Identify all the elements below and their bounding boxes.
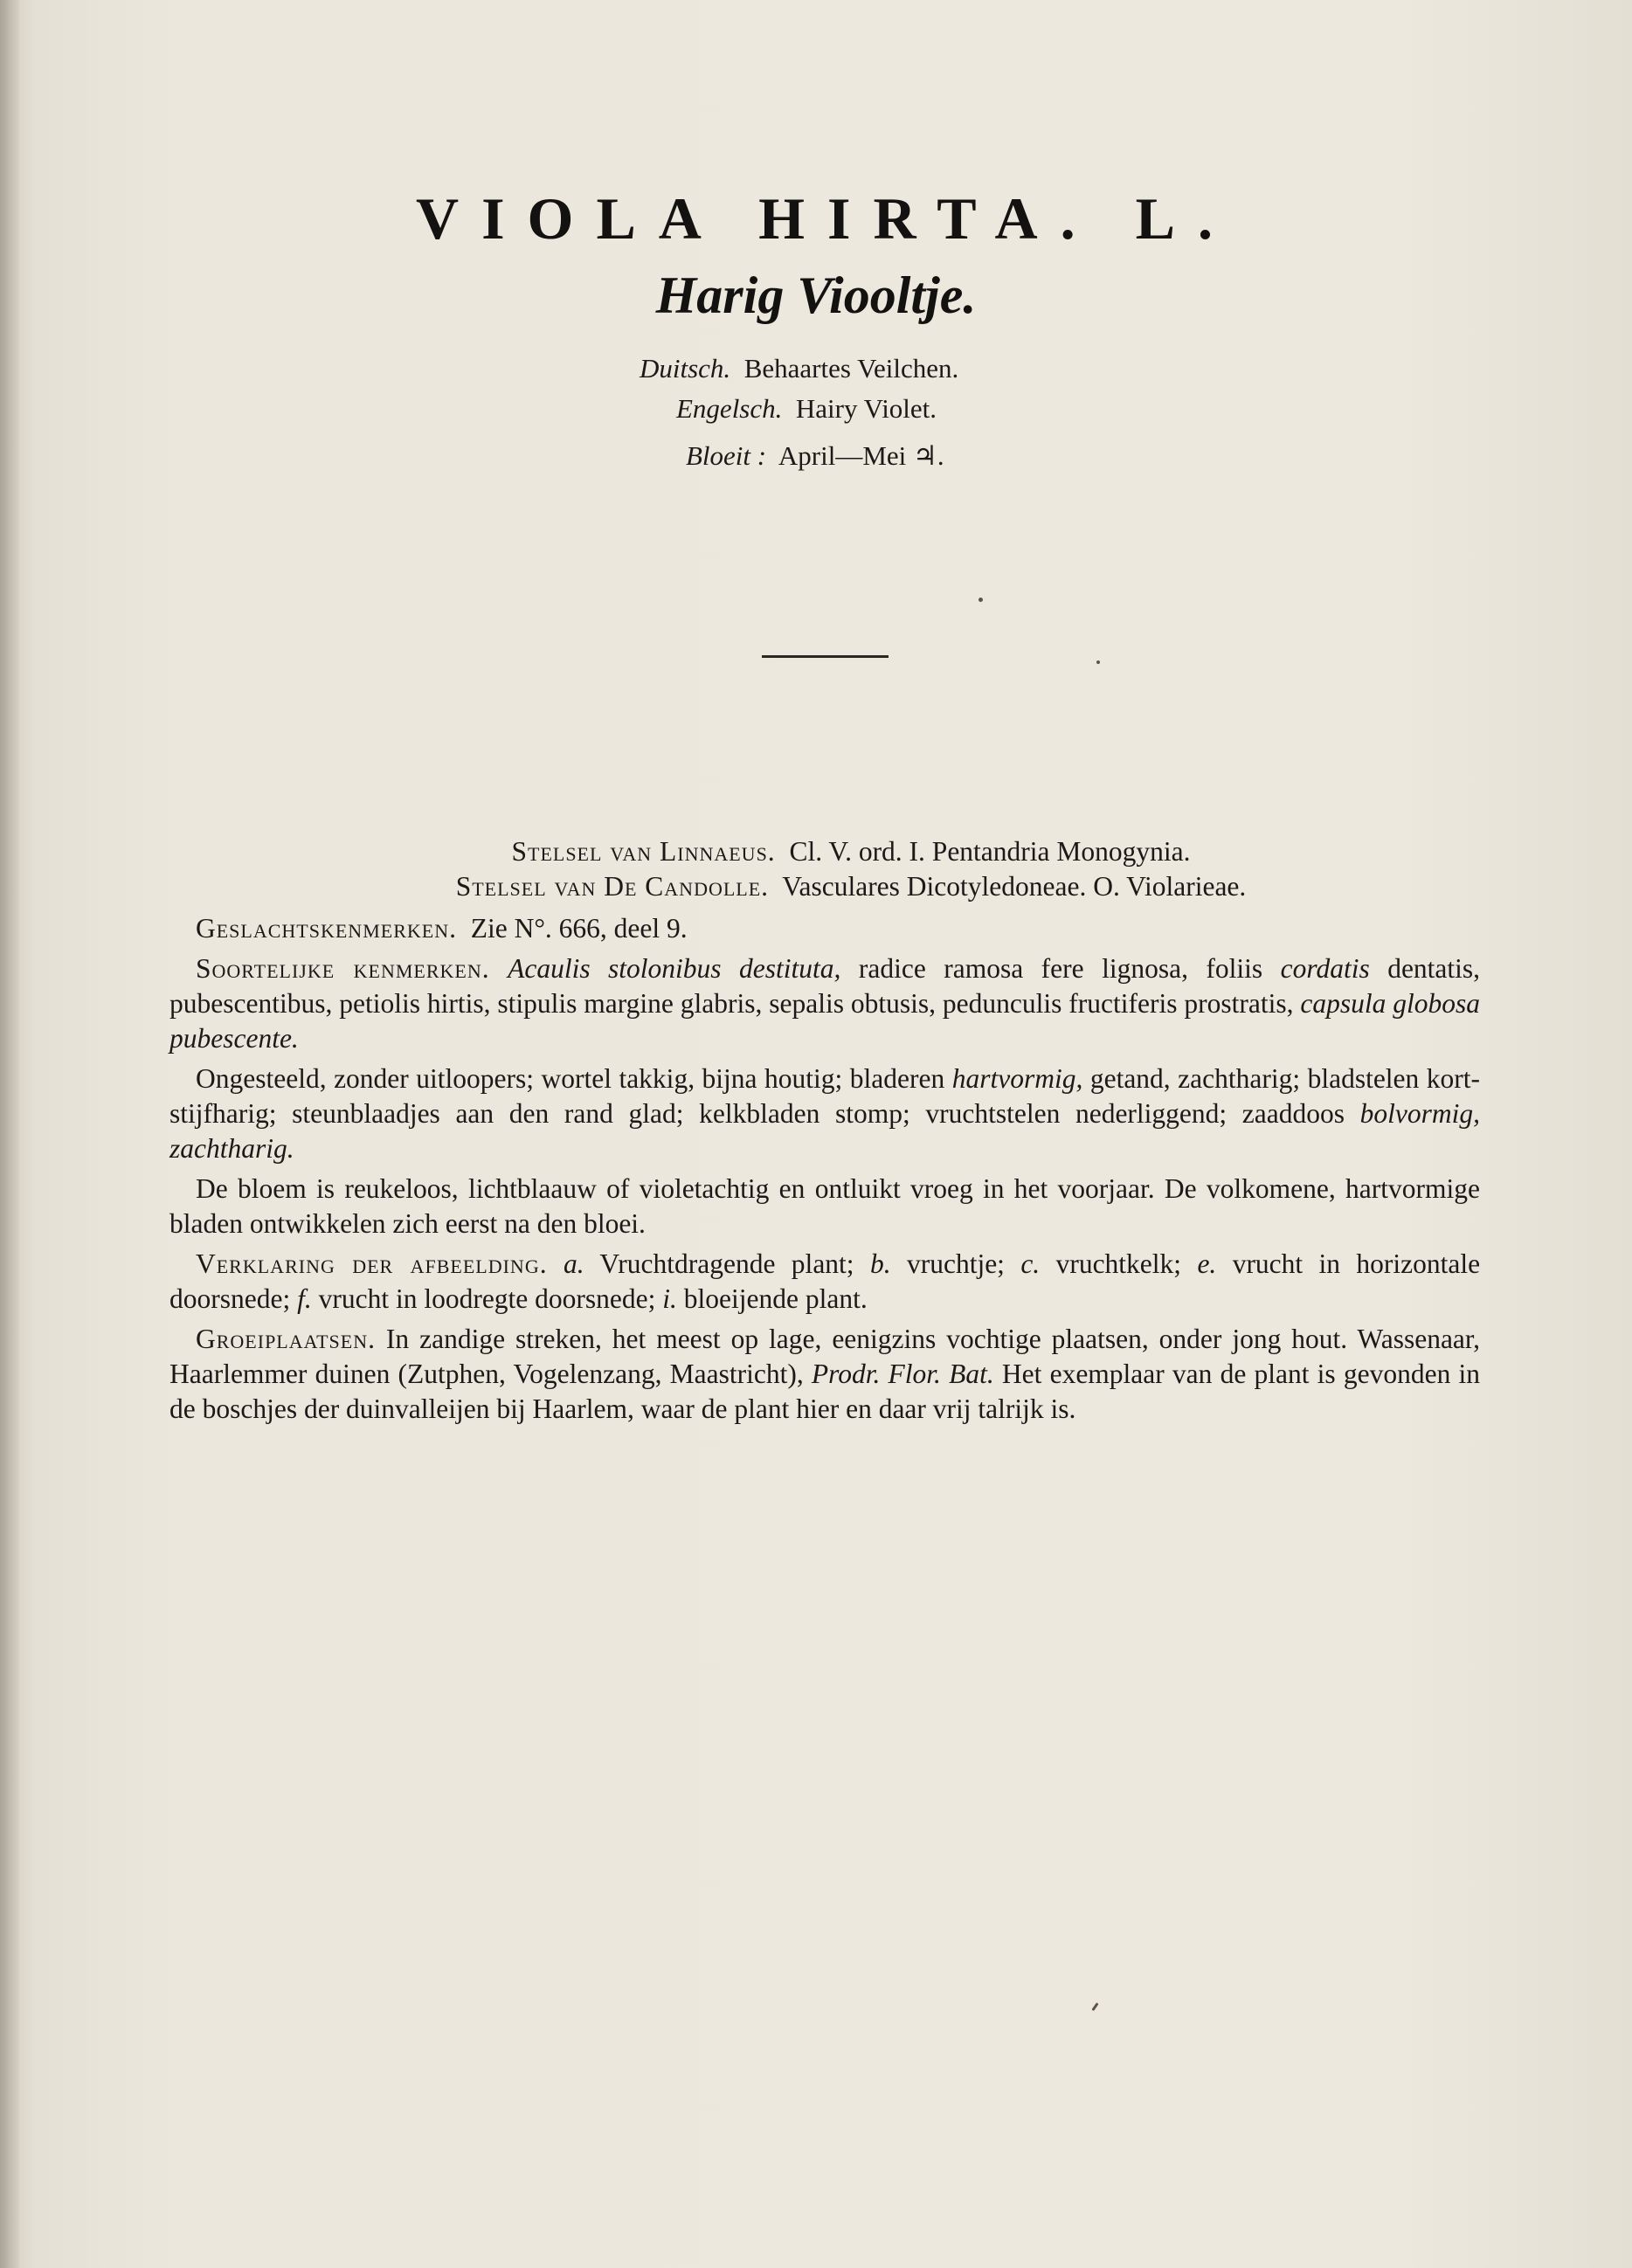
title-block (0, 179, 1632, 329)
habitat-italic-1: Prodr. Flor. Bat. (811, 1359, 994, 1389)
flower-paragraph (169, 1172, 1480, 1241)
figure-letter-b: b. (869, 1248, 891, 1279)
section-divider (762, 655, 889, 658)
dutch-species-title: Harig Viooltje. (655, 266, 977, 324)
paper-speck (979, 598, 983, 602)
figure-letter-c: c. (1020, 1248, 1041, 1279)
description-italic-2: bolvormig, zachtharig. (169, 1098, 1481, 1164)
description-paragraph (169, 1061, 1480, 1166)
figure-paragraph (169, 1247, 1480, 1317)
figure-text-i: bloeijende plant. (683, 1283, 868, 1314)
binding-gutter (0, 0, 19, 2268)
species-paragraph (169, 951, 1480, 1056)
figure-text-e: vrucht in horizontale doorsnede; (169, 1248, 1481, 1314)
genus-label: Geslachtskenmerken. (196, 913, 457, 944)
linnaeus-label: Stelsel van Linnaeus. (511, 836, 776, 867)
species-italic-2: cordatis (1280, 953, 1370, 984)
description-italic-1: hartvormig, (951, 1063, 1083, 1094)
genus-value: Zie N°. 666, deel 9. (470, 913, 688, 944)
candolle-label: Stelsel van De Candolle. (455, 871, 770, 902)
species-text-2: dentatis, pubescentibus, petiolis hirtis, stipulis margine glabris, sepalis obtusis, pedunculis fructiferis prostratis, (169, 953, 1481, 1019)
bloom-value: April—Mei ♃. (778, 440, 944, 471)
figure-text-f: vrucht in loodregte doorsnede; (318, 1283, 656, 1314)
description-text-1: Ongesteeld, zonder uitloopers; wortel takkig, bijna houtig; bladeren (196, 1063, 945, 1094)
figure-letter-a: a. (563, 1248, 584, 1279)
species-label: Soortelijke kenmerken. (196, 953, 490, 984)
figure-text-c: vruchtkelk; (1055, 1248, 1182, 1279)
figure-letter-e: e. (1197, 1248, 1217, 1279)
latin-species-title: VIOLA HIRTA. L. (415, 185, 1236, 252)
linnaeus-value: Cl. V. ord. I. Pentandria Monogynia. (789, 836, 1191, 867)
german-name-line (640, 349, 958, 388)
german-label: Duitsch. (640, 353, 731, 384)
species-text-1: radice ramosa fere lignosa, foliis (858, 953, 1263, 984)
figure-letter-f: f. (297, 1283, 312, 1314)
linnaeus-system-line (222, 834, 1480, 869)
figure-text-a: Vruchtdragende plant; (599, 1248, 854, 1279)
figure-text-b: vruchtje; (906, 1248, 1005, 1279)
candolle-system-line (222, 869, 1480, 904)
german-value: Behaartes Veilchen. (743, 353, 959, 384)
habitat-label: Groeiplaatsen. (196, 1324, 376, 1354)
habitat-paragraph (169, 1322, 1480, 1427)
paper-speck (1091, 2002, 1098, 2011)
species-italic-3: capsula globosa pubescente. (169, 988, 1480, 1054)
figure-letter-i: i. (662, 1283, 677, 1314)
description-text-2: getand, zachtharig; bladstelen kort-stijfharig; steunblaadjes aan den rand glad; kelkbladen stomp; vruchtstelen nederliggend; zaaddoos (169, 1063, 1481, 1129)
species-italic-1: Acaulis stolonibus destituta, (508, 953, 841, 984)
flower-text: De bloem is reukeloos, lichtblaauw of violetachtig en ontluikt vroeg in het voorjaar. De volkomene, hartvormige bladen ontwikkelen zich eerst na den bloei. (169, 1173, 1480, 1239)
english-value: Hairy Violet. (795, 393, 937, 424)
figure-label: Verklaring der afbeelding. (196, 1248, 548, 1279)
bloom-line (686, 437, 944, 475)
genus-paragraph (169, 911, 1480, 946)
bloom-label: Bloeit : (686, 440, 767, 471)
candolle-value: Vasculares Dicotyledoneae. O. Violarieae. (782, 871, 1247, 902)
english-name-line (676, 390, 937, 428)
english-label: Engelsch. (676, 393, 783, 424)
paper-speck (1096, 660, 1100, 664)
habitat-text-2: Het exemplaar van de plant is gevonden in de boschjes der duinvalleijen bij Haarlem, waar de plant hier en daar vrij talrijk is. (169, 1359, 1481, 1424)
habitat-text-1: In zandige streken, het meest op lage, eenigzins vochtige plaatsen, onder jong hout. Wassenaar, Haarlemmer duinen (Zutphen, Vogelenzang, Maastricht), (169, 1324, 1481, 1389)
description-body (169, 834, 1480, 1432)
